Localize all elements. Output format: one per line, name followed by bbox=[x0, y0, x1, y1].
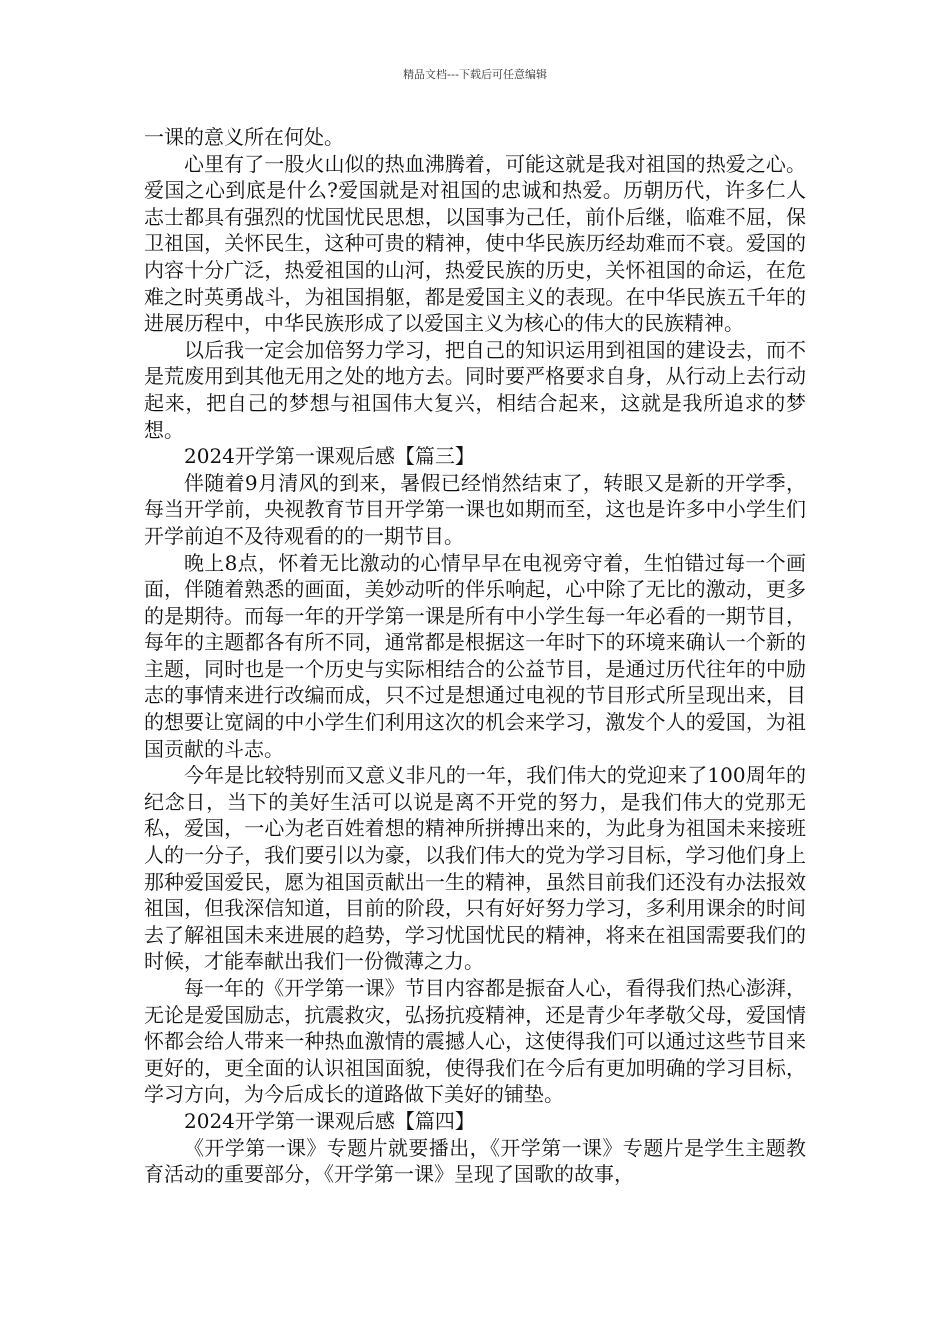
paragraph-1: 一课的意义所在何处。 bbox=[144, 125, 344, 149]
section-heading-part-three: 2024开学第一课观后感【篇三】 bbox=[184, 444, 475, 469]
page-header: 精品文档---下载后可任意编辑 bbox=[403, 68, 547, 81]
paragraph-6: 今年是比较特别而又意义非凡的一年，我们伟大的党迎来了100周年的纪念日，当下的美好生活可以说是离不开党的努力，是我们伟大的党那无私，爱国，一心为老百姓着想的精神所拼搏出来的，为此身为祖国未来接班人的一分子，我们要引以为豪，以我们伟大的党为学习目标，学习他们身上那种爱国爱民，愿为祖国贡献出一生的精神，虽然目前我们还没有办法报效祖国，但我深信知道，目前的阶段，只有好好努力学习，多利用课余的时间去了解祖国未来进展的趋势，学习忧国忧民的精神，将来在祖国需要我们的时候，才能奉献出我们一份微薄之力。 bbox=[144, 763, 806, 974]
paragraph-2: 心里有了一股火山似的热血沸腾着，可能这就是我对祖国的热爱之心。爱国之心到底是什么?爱国就是对祖国的忠诚和热爱。历朝历代，许多仁人志士都具有强烈的忧国忧民思想，以国事为己任，前仆后继，临难不屈，保卫祖国，关怀民生，这种可贵的精神，使中华民族历经劫难而不衰。爱国的内容十分广泛，热爱祖国的山河，热爱民族的历史，关怀祖国的命运，在危难之时英勇战斗，为祖国捐躯，都是爱国主义的表现。在中华民族五千年的进展历程中，中华民族形成了以爱国主义为核心的伟大的民族精神。 bbox=[144, 151, 806, 336]
document-body bbox=[144, 124, 806, 1188]
paragraph-3: 以后我一定会加倍努力学习，把自己的知识运用到祖国的建设去，而不是荒废用到其他无用之处的地方去。同时要严格要求自身，从行动上去行动起来，把自己的梦想与祖国伟大复兴，相结合起来，这就是我所追求的梦想。 bbox=[144, 337, 806, 442]
section-heading-part-four: 2024开学第一课观后感【篇四】 bbox=[184, 1108, 475, 1133]
paragraph-8: 《开学第一课》专题片就要播出，《开学第一课》专题片是学生主题教育活动的重要部分，《开学第一课》呈现了国歌的故事， bbox=[144, 1135, 806, 1187]
paragraph-7: 每一年的《开学第一课》节目内容都是振奋人心，看得我们热心澎湃，无论是爱国励志，抗震救灾，弘扬抗疫精神，还是青少年孝敬父母，爱国情怀都会给人带来一种热血激情的震撼人心，这使得我们可以通过这些节目来更好的，更全面的认识祖国面貌，使得我们在今后有更加明确的学习目标，学习方向，为今后成长的道路做下美好的铺垫。 bbox=[144, 976, 806, 1107]
paragraph-5: 晚上8点，怀着无比激动的心情早早在电视旁守着，生怕错过每一个画面，伴随着熟悉的画面，美妙动听的伴乐响起，心中除了无比的激动，更多的是期待。而每一年的开学第一课是所有中小学生每一年必看的一期节目，每年的主题都各有所不同，通常都是根据这一年时下的环境来确认一个新的主题，同时也是一个历史与实际相结合的公益节目，是通过历代往年的中励志的事情来进行改编而成，只不过是想通过电视的节目形式所呈现出来，目的想要让宽阔的中小学生们利用这次的机会来学习，激发个人的爱国，为祖国贡献的斗志。 bbox=[144, 550, 806, 761]
paragraph-4: 伴随着9月清风的到来，暑假已经悄然结束了，转眼又是新的开学季，每当开学前，央视教育节目开学第一课也如期而至，这也是许多中小学生们开学前迫不及待观看的的一期节目。 bbox=[144, 470, 806, 548]
